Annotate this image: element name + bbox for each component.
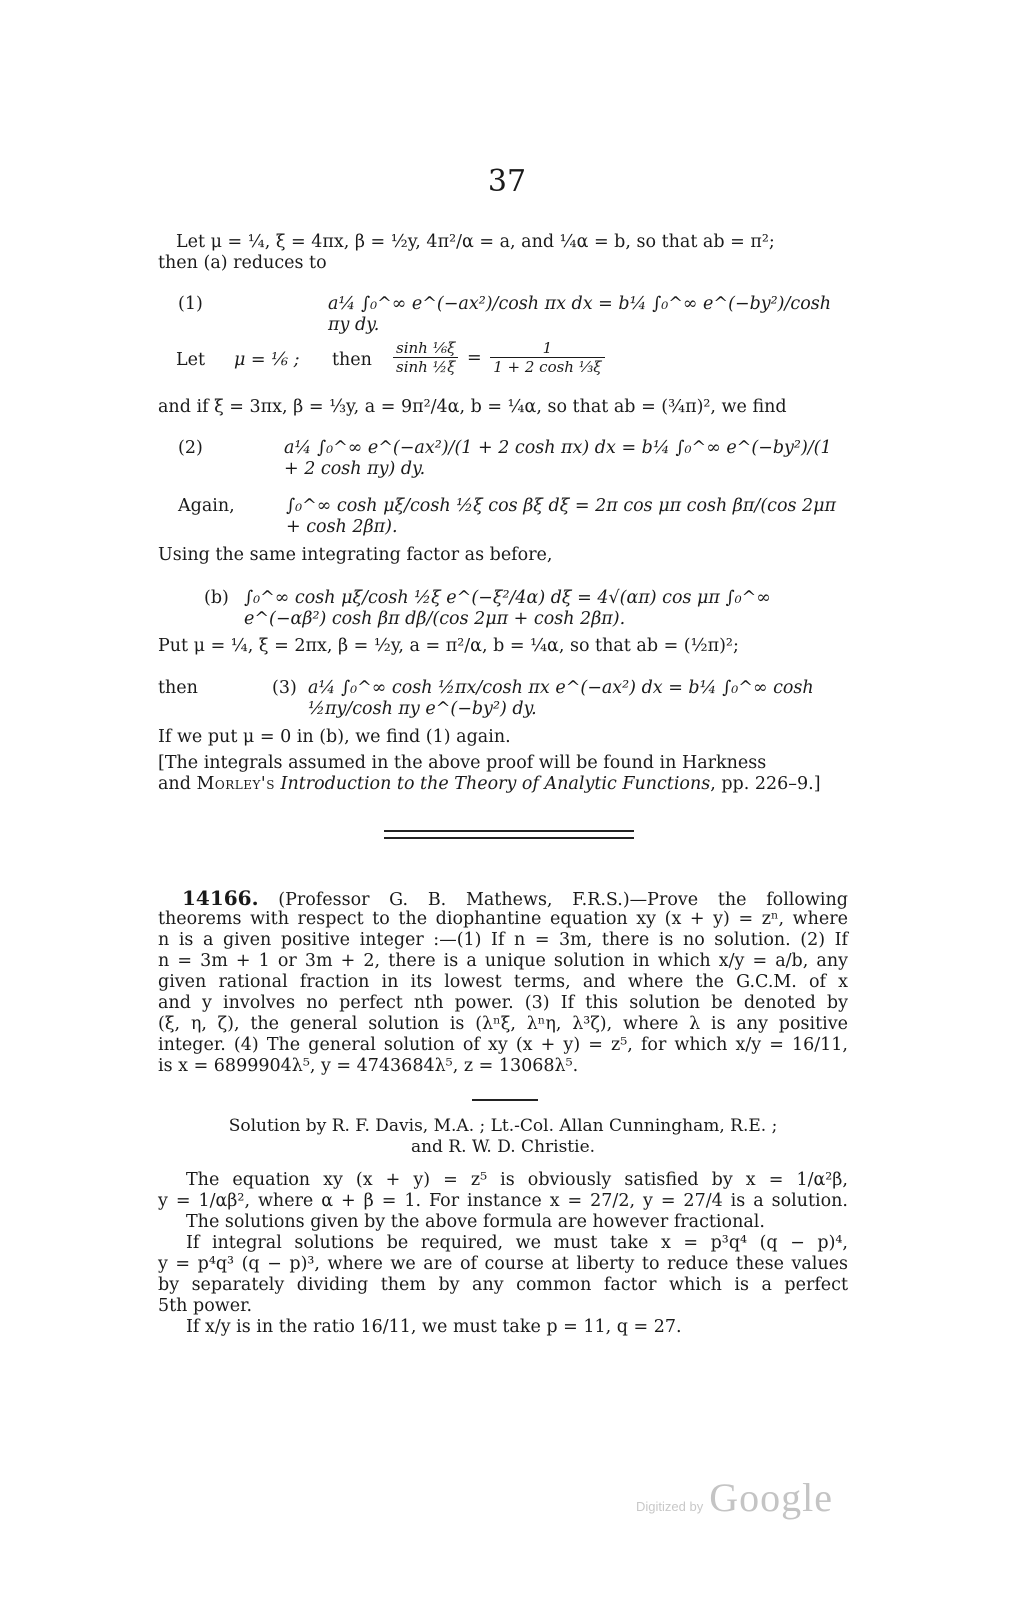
rhs-denominator: 1 + 2 cosh ⅓ξ xyxy=(490,357,604,377)
equation-b xyxy=(158,580,848,629)
put-line xyxy=(158,636,848,657)
equation-body: a¼ ∫₀^∞ cosh ½πx/cosh πx e^(−ax²) dx = b¼ ∫₀^∞ cosh ½πy/cosh πy e^(−by²) dy. xyxy=(308,678,814,719)
digitized-watermark xyxy=(636,1474,833,1521)
equation-number: (3) xyxy=(272,678,297,698)
text-line: n = 3m + 1 or 3m + 2, there is a unique solution in which x/y = a/b, any xyxy=(158,951,848,971)
text-line: 5th power. xyxy=(158,1296,253,1316)
text-line: The equation xy (x + y) = z⁵ is obviously satisfied by x = 1/α²β, xyxy=(186,1170,848,1190)
solution-heading xyxy=(158,1116,848,1158)
rhs-numerator: 1 xyxy=(542,339,553,357)
equation-2 xyxy=(158,430,848,479)
text-line: (Professor G. B. Mathews, F.R.S.)—Prove the following xyxy=(278,890,848,910)
equation-1 xyxy=(158,288,848,335)
problem-14166 xyxy=(158,888,848,1077)
then-word: then xyxy=(158,678,198,698)
equation-number: (1) xyxy=(178,294,203,314)
lhs-fraction xyxy=(393,340,458,377)
section-divider xyxy=(384,830,634,839)
page-range: , pp. 226–9.] xyxy=(710,774,821,794)
closing-lines xyxy=(158,727,848,795)
again-equation xyxy=(158,488,848,537)
equals-sign: = xyxy=(466,348,482,368)
problem-number: 14166. xyxy=(182,886,259,910)
book-title: Introduction to the Theory of Analytic Functions xyxy=(274,774,711,794)
using-line xyxy=(158,545,848,566)
and-if-line xyxy=(158,397,848,418)
page-number: 37 xyxy=(487,164,527,199)
solution-authors: Solution by R. F. Davis, M.A. ; Lt.-Col. Allan Cunningham, R.E. ; xyxy=(228,1116,778,1136)
equation-body: a¼ ∫₀^∞ e^(−ax²)/(1 + 2 cosh πx) dx = b¼ ∫₀^∞ e^(−by²)/(1 + 2 cosh πy) dy. xyxy=(284,438,832,479)
text-line: If x/y is in the ratio 16/11, we must take p = 11, q = 27. xyxy=(186,1317,682,1337)
solution-body xyxy=(158,1170,848,1338)
let-mu-line xyxy=(158,340,848,384)
text-line: The solutions given by the above formula are however fractional. xyxy=(186,1212,765,1232)
text-line: integer. (4) The general solution of xy (x + y) = z⁵, for which x/y = 16/11, xyxy=(158,1035,848,1055)
lhs-numerator: sinh ⅙ξ xyxy=(396,339,456,357)
rhs-fraction xyxy=(490,340,604,377)
text-line: and if ξ = 3πx, β = ⅓y, a = 9π²/4α, b = ¼α, so that ab = (¾π)², we find xyxy=(158,397,787,417)
solution-divider xyxy=(472,1099,538,1101)
text-line: is x = 6899904λ⁵, y = 4743684λ⁵, z = 13068λ⁵. xyxy=(158,1056,579,1076)
text-line: theorems with respect to the diophantine equation xy (x + y) = zⁿ, where xyxy=(158,909,848,929)
text-line: and y involves no perfect nth power. (3) If this solution be denoted by xyxy=(158,993,848,1013)
text-line: Using the same integrating factor as before, xyxy=(158,545,553,565)
let-word: Let xyxy=(176,350,206,370)
author-name: Morley's xyxy=(196,774,275,794)
lhs-denominator: sinh ½ξ xyxy=(393,357,458,377)
text-line: If integral solutions be required, we must take x = p³q⁴ (q − p)⁴, xyxy=(186,1233,848,1253)
solution-authors-2: and R. W. D. Christie. xyxy=(410,1137,596,1157)
again-label: Again, xyxy=(178,496,235,516)
text-line: If we put μ = 0 in (b), we find (1) again. xyxy=(158,727,511,747)
then-word: then xyxy=(332,350,372,370)
text-line: (ξ, η, ζ), the general solution is (λⁿξ, λⁿη, λ³ζ), where λ is any positive xyxy=(158,1014,848,1034)
equation-number: (b) xyxy=(204,588,229,608)
note-line xyxy=(158,774,848,795)
text-line: given rational fraction in its lowest terms, and where the G.C.M. of x xyxy=(158,972,848,992)
fraction-identity xyxy=(390,340,608,377)
equation-body: a¼ ∫₀^∞ e^(−ax²)/cosh πx dx = b¼ ∫₀^∞ e^(−by²)/cosh πy dy. xyxy=(328,294,831,335)
text-line: Put μ = ¼, ξ = 2πx, β = ½y, a = π²/α, b = ¼α, so that ab = (½π)²; xyxy=(158,636,739,656)
note-text: and xyxy=(158,774,197,794)
watermark-text: Digitized by xyxy=(636,1499,704,1514)
google-logo: Google xyxy=(709,1475,833,1520)
problem-first-line xyxy=(158,888,848,909)
text-line: n is a given positive integer :—(1) If n = 3m, there is no solution. (2) If xyxy=(158,930,848,950)
text-line: y = p⁴q³ (q − p)³, where we are of course at liberty to reduce these values xyxy=(158,1254,848,1274)
text-line: Let μ = ¼, ξ = 4πx, β = ½y, 4π²/α = a, and ¼α = b, so that ab = π²; xyxy=(176,232,775,252)
mu-value: μ = ⅙ ; xyxy=(234,350,300,370)
text-line: then (a) reduces to xyxy=(158,253,327,273)
equation-3 xyxy=(158,668,848,719)
note-line: [The integrals assumed in the above proof will be found in Harkness xyxy=(158,753,767,773)
equation-number: (2) xyxy=(178,438,203,458)
equation-body: ∫₀^∞ cosh μξ/cosh ½ξ e^(−ξ²/4α) dξ = 4√(απ) cos μπ ∫₀^∞ e^(−αβ²) cosh βπ dβ/(cos 2μπ + cosh 2βπ). xyxy=(244,588,771,629)
section-1 xyxy=(158,232,848,274)
equation-body: ∫₀^∞ cosh μξ/cosh ½ξ cos βξ dξ = 2π cos μπ cosh βπ/(cos 2μπ + cosh 2βπ). xyxy=(286,496,837,537)
text-line: y = 1/αβ², where α + β = 1. For instance x = 27/2, y = 27/4 is a solution. xyxy=(158,1191,848,1211)
text-line: by separately dividing them by any common factor which is a perfect xyxy=(158,1275,848,1295)
